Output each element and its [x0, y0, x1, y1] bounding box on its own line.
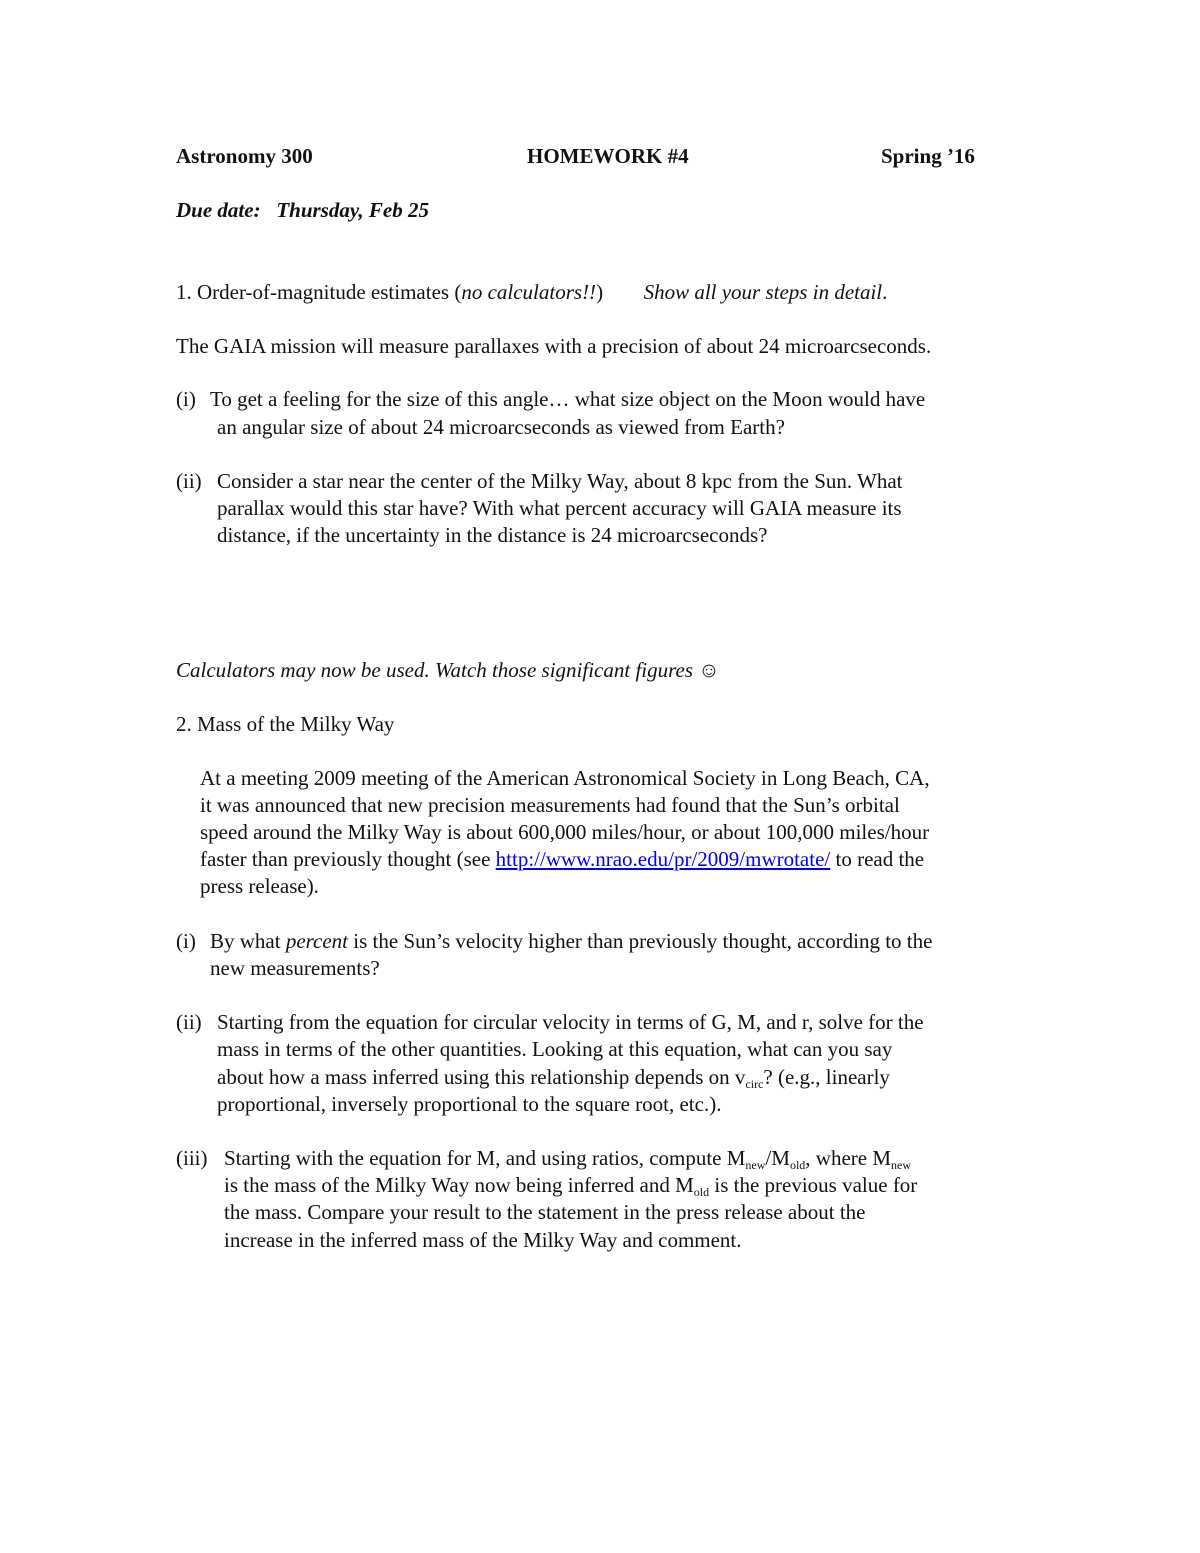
no-calculators-note: no calculators!! — [461, 280, 597, 304]
due-date-label: Due date: — [176, 198, 261, 222]
due-date — [176, 197, 429, 224]
homework-title: HOMEWORK #4 — [527, 144, 689, 168]
course-title: Astronomy 300 — [176, 144, 313, 168]
problem2-heading: 2. Mass of the Milky Way — [176, 712, 395, 736]
problem1-intro: The GAIA mission will measure parallaxes with a precision of about 24 microarcseconds. — [176, 334, 932, 358]
part-label: (ii) — [176, 469, 202, 493]
part-label: (i) — [176, 387, 196, 411]
due-date-value: Thursday, Feb 25 — [276, 198, 429, 222]
press-release-link[interactable]: http://www.nrao.edu/pr/2009/mwrotate/ — [495, 847, 831, 871]
part-label: (iii) — [176, 1146, 208, 1170]
percent-emphasis: percent — [285, 929, 349, 953]
part-label: (i) — [176, 929, 196, 953]
show-steps-instruction: Show all your steps in detail — [643, 280, 883, 304]
term-label: Spring ’16 — [881, 144, 975, 168]
v-circ-subscript: circ — [745, 1077, 764, 1091]
calculator-note: Calculators may now be used. Watch those significant figures ☺ — [176, 658, 720, 682]
problem1-heading: 1. Order-of-magnitude estimates (no calculators!!) Show all your steps in detail. — [176, 280, 888, 304]
part-label: (ii) — [176, 1010, 202, 1034]
